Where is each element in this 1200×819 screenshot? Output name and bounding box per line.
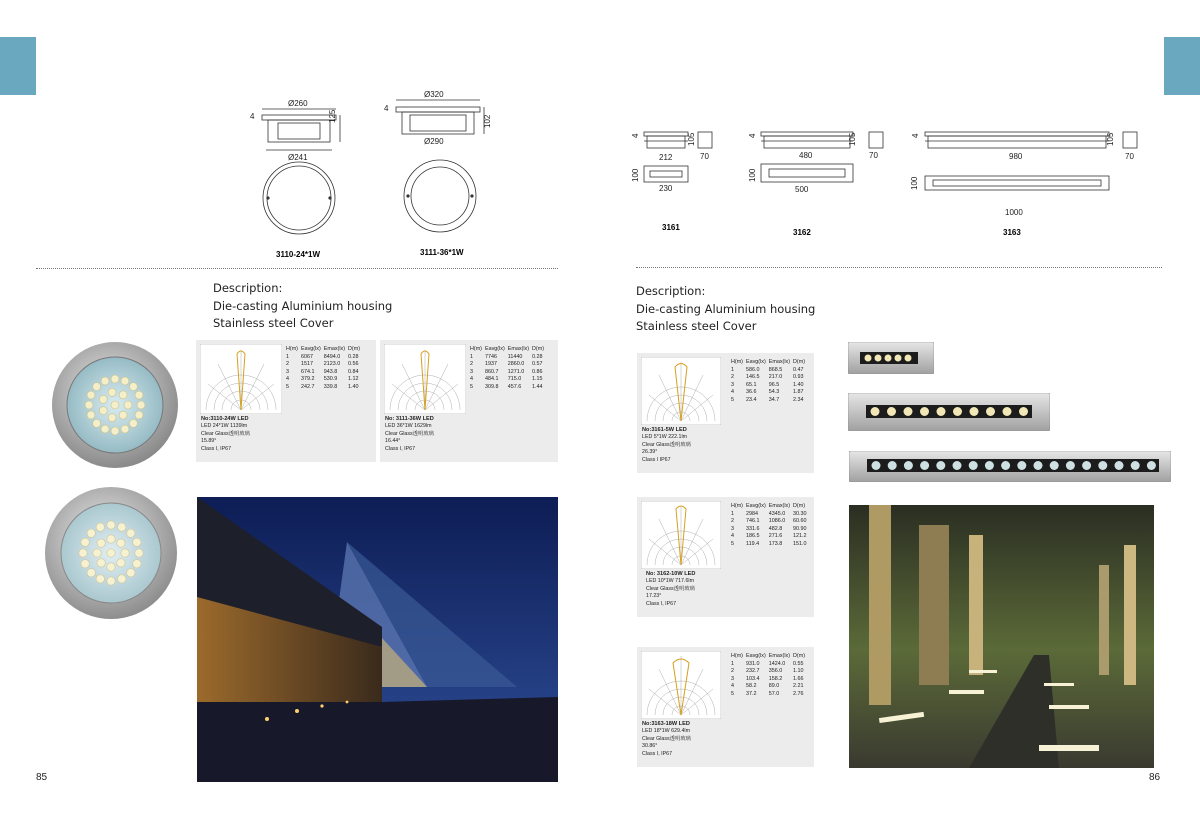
led-dot (937, 407, 946, 416)
dim-lip: 4 (384, 104, 389, 113)
card-text (201, 416, 250, 453)
led-dot (97, 539, 105, 547)
led-dot (1019, 407, 1028, 416)
dim-top-dia: Ø320 (424, 90, 444, 99)
led-dot (1003, 407, 1012, 416)
dim-depth: 105 (848, 132, 857, 146)
led-dot (127, 529, 135, 537)
page-number-right: 86 (1149, 772, 1161, 783)
dim-lip: 4 (250, 112, 255, 121)
photometric-card-3163 (637, 647, 814, 767)
led-dot (986, 407, 995, 416)
led-dot (96, 523, 104, 531)
card-line: 30.86° (642, 743, 658, 750)
model-label: 3163 (1003, 228, 1021, 237)
card-text (642, 721, 691, 758)
led-dot (117, 539, 125, 547)
dim-outer: 500 (795, 185, 809, 194)
led-dot (1017, 461, 1026, 470)
led-dot (118, 523, 126, 531)
table-row: 2 146.5 217.0 0.93 (731, 374, 804, 381)
photometric-table: H(m) Eavg(lx) Emax(lx) D(m) 1 7746 11440 0.28 2 1937 2860.0 0.57 3 860.7 1271.0 0.86 4 484.1 715.0 1.15 5 309.8 457.6 1.44 (470, 346, 547, 392)
photometric-table: H(m) Eavg(lx) Emax(lx) D(m) 1 586.0 868.5 0.47 2 146.5 217.0 0.93 3 65.1 96.5 1.40 4 36.6 54.3 1.87 5 23.4 34.7 2.34 (731, 359, 808, 405)
dim-side: 70 (1125, 152, 1134, 161)
model-label: 3161 (662, 223, 680, 232)
dim-bottom-dia: Ø290 (424, 137, 444, 146)
dim-outer: 230 (659, 184, 673, 193)
photometric-card-3161 (637, 353, 814, 473)
table-row: 3 331.6 482.8 90.90 (731, 525, 807, 532)
card-title: No:3163-18W LED (642, 721, 690, 727)
led-dot (99, 407, 107, 415)
led-dot (107, 577, 115, 585)
table-row: 2 1937 2860.0 0.57 (470, 361, 543, 368)
led-dot (129, 419, 137, 427)
photometric-card-3162 (637, 497, 814, 617)
card-text (385, 416, 434, 453)
led-dot (135, 391, 143, 399)
led-dot (118, 575, 126, 583)
led-dot (133, 538, 141, 546)
model-label: 3162 (793, 228, 811, 237)
dim-width: 100 (631, 168, 640, 182)
photometric-card-3110 (196, 340, 376, 462)
product-photo-3111 (44, 486, 179, 621)
led-dot (108, 414, 116, 422)
led-dot (121, 425, 129, 433)
card-text (642, 427, 691, 464)
led-dot (111, 401, 119, 409)
led-dot (107, 549, 115, 557)
led-dot (969, 461, 978, 470)
led-dot (1115, 461, 1124, 470)
card-line: 26.39° (642, 449, 658, 456)
dim-lip: 4 (631, 133, 640, 138)
dim-depth: 105 (687, 132, 696, 146)
led-dot (93, 549, 101, 557)
card-title: No: 3111-36W LED (385, 416, 434, 422)
led-dot (127, 569, 135, 577)
right-corner-tab (1164, 37, 1200, 95)
product-photo-3162 (848, 393, 1050, 431)
led-dot (93, 383, 101, 391)
table-row: 3 860.7 1271.0 0.86 (470, 368, 543, 375)
table-row: 1 7746 11440 0.28 (470, 353, 543, 360)
product-photo-3161 (848, 342, 934, 374)
led-dot (85, 401, 93, 409)
led-dot (137, 401, 145, 409)
led-dot (887, 407, 896, 416)
led-dot (135, 411, 143, 419)
dim-top-dia: Ø260 (288, 99, 308, 108)
dim-depth: 105 (1106, 132, 1115, 146)
led-dot (904, 407, 913, 416)
table-row: 3 65.1 96.5 1.40 (731, 381, 804, 388)
led-dot (129, 383, 137, 391)
table-row: 1 931.0 1424.0 0.55 (731, 660, 804, 667)
description-block (213, 280, 392, 333)
dim-lip: 4 (748, 133, 757, 138)
description-block (636, 283, 815, 336)
table-row: 5 23.4 34.7 2.34 (731, 396, 804, 403)
table-row: 1 586.0 868.5 0.47 (731, 366, 804, 373)
led-dot (871, 407, 880, 416)
card-line: LED 36*1W 1629lm (385, 423, 432, 429)
table-row: 1 6067 8494.0 0.28 (286, 353, 359, 360)
led-dot (101, 377, 109, 385)
model-label: 3111-36*1W (420, 248, 464, 257)
led-dot (1098, 461, 1107, 470)
led-dot (96, 575, 104, 583)
card-line: LED 10*1W 717.6lm (646, 578, 694, 584)
table-row: 5 37.2 57.0 2.76 (731, 690, 804, 697)
led-dot (888, 461, 897, 470)
card-line: Clear Glass透明玻璃 (646, 585, 695, 592)
card-line: Clear Glass透明玻璃 (385, 430, 434, 437)
led-dot (107, 535, 115, 543)
separator (636, 267, 1162, 268)
led-dot (1066, 461, 1075, 470)
card-line: Clear Glass透明玻璃 (642, 735, 691, 742)
polar-diagram (641, 651, 721, 719)
table-row: 3 674.1 943.8 0.84 (286, 368, 359, 375)
table-row: 4 36.6 54.3 1.87 (731, 389, 804, 396)
led-dot (79, 549, 87, 557)
page-number-left: 85 (36, 772, 48, 783)
led-dot (81, 538, 89, 546)
drawing-3162 (745, 126, 895, 241)
led-dot (872, 461, 881, 470)
photometric-table: H(m) Eavg(lx) Emax(lx) D(m) 1 6067 8494.0 0.28 2 1517 2123.0 0.56 3 674.1 943.8 0.84 4 379.2 530.9 1.12 5 242.7 339.8 1.40 (286, 346, 363, 392)
application-photo-pyramid (197, 497, 558, 782)
card-title: No:3161-5W LED (642, 427, 687, 433)
led-dot (107, 521, 115, 529)
card-line: 16.44° (385, 438, 401, 445)
dim-length: 980 (1009, 152, 1023, 161)
led-dot (119, 411, 127, 419)
led-dot (87, 391, 95, 399)
table-row: 2 1517 2123.0 0.56 (286, 361, 359, 368)
led-dot (111, 375, 119, 383)
led-dot (920, 407, 929, 416)
led-dot (1050, 461, 1059, 470)
led-dot (119, 391, 127, 399)
table-row: 5 119.4 173.8 151.0 (731, 540, 807, 547)
card-line: Class I, IP67 (385, 445, 416, 452)
drawing-3161 (630, 126, 720, 236)
card-line: Class I, IP67 (642, 750, 673, 757)
dim-side: 70 (869, 151, 878, 160)
dim-lip: 4 (911, 133, 920, 138)
led-dot (87, 411, 95, 419)
polar-diagram (200, 344, 282, 414)
card-line: 15.89° (201, 438, 217, 445)
card-text (646, 571, 695, 608)
table-row: 5 309.8 457.6 1.44 (470, 383, 543, 390)
led-dot (1131, 461, 1140, 470)
description-line: Stainless steel Cover (213, 316, 334, 330)
table-row: 3 103.4 158.2 1.66 (731, 675, 804, 682)
description-line: Stainless steel Cover (636, 319, 757, 333)
dim-height: 125 (328, 109, 337, 123)
led-dot (953, 407, 962, 416)
photometric-table: H(m) Eavg(lx) Emax(lx) D(m) 1 2984 4345.0 30.30 2 746.1 1086.0 60.60 3 331.6 482.8 90.90 4 186.5 271.6 121.2 5 119.4 173.8 151.0 (731, 503, 810, 549)
description-heading: Description: (213, 281, 283, 295)
table-row: 4 484.1 715.0 1.15 (470, 376, 543, 383)
drawing-3111 (378, 88, 498, 260)
dim-length: 480 (799, 151, 813, 160)
dim-length: 212 (659, 153, 673, 162)
led-dot (87, 529, 95, 537)
led-dot (108, 388, 116, 396)
led-dot (970, 407, 979, 416)
led-dot (99, 395, 107, 403)
separator (36, 268, 558, 269)
led-dot (1034, 461, 1043, 470)
dim-outer: 1000 (1005, 208, 1023, 217)
description-line: Die-casting Aluminium housing (213, 298, 393, 313)
table-row: 2 746.1 1086.0 60.60 (731, 518, 807, 525)
dim-bottom-dia: Ø241 (288, 153, 308, 162)
dim-side: 70 (700, 152, 709, 161)
card-line: Class I, IP67 (646, 600, 677, 607)
card-line: Class I IP67 (642, 456, 671, 463)
led-dot (953, 461, 962, 470)
photometric-card-3111 (380, 340, 558, 462)
polar-diagram (641, 357, 721, 425)
left-corner-tab (0, 37, 36, 95)
led-dot (1001, 461, 1010, 470)
card-title: No: 3162-10W LED (646, 571, 696, 577)
led-dot (904, 461, 913, 470)
card-title: No:3110-24W LED (201, 416, 249, 422)
dim-height: 102 (483, 114, 492, 128)
card-line: 17.23° (646, 593, 662, 600)
led-dot (101, 425, 109, 433)
application-photo-park (849, 505, 1154, 768)
card-line: LED 24*1W 1139lm (201, 423, 248, 429)
led-dot (93, 419, 101, 427)
photometric-table: H(m) Eavg(lx) Emax(lx) D(m) 1 931.0 1424.0 0.55 2 232.7 356.0 1.10 3 103.4 158.2 1.66 4 58.2 89.0 2.21 5 37.2 57.0 2.76 (731, 653, 808, 699)
led-dot (121, 549, 129, 557)
polar-diagram (384, 344, 466, 414)
drawing-3163 (905, 126, 1150, 241)
card-line: LED 18*1W 629.4lm (642, 728, 690, 734)
card-line: Clear Glass透明玻璃 (201, 430, 250, 437)
product-photo-3110 (50, 340, 180, 470)
table-row: 5 242.7 339.8 1.40 (286, 383, 359, 390)
card-line: Clear Glass透明玻璃 (642, 441, 691, 448)
description-line: Die-casting Aluminium housing (636, 301, 816, 316)
product-photo-3163 (849, 451, 1171, 482)
polar-diagram (641, 501, 721, 569)
led-dot (985, 461, 994, 470)
led-dot (87, 569, 95, 577)
table-row: 1 2984 4345.0 30.30 (731, 510, 807, 517)
table-row: 4 379.2 530.9 1.12 (286, 376, 359, 383)
led-dot (97, 559, 105, 567)
led-dot (1082, 461, 1091, 470)
led-dot (117, 559, 125, 567)
led-dot (133, 560, 141, 568)
led-dot (111, 427, 119, 435)
led-dot (1147, 461, 1156, 470)
led-dot (124, 401, 132, 409)
led-dot (920, 461, 929, 470)
led-dot (121, 377, 129, 385)
table-row: 4 186.5 271.6 121.2 (731, 533, 807, 540)
table-row: 4 58.2 89.0 2.21 (731, 683, 804, 690)
dim-width: 100 (910, 176, 919, 190)
card-line: LED 5*1W 222.1lm (642, 434, 688, 440)
dim-width: 100 (748, 168, 757, 182)
table-row: 2 232.7 356.0 1.10 (731, 668, 804, 675)
led-dot (107, 563, 115, 571)
model-label: 3110-24*1W (276, 250, 321, 259)
card-line: Class I, IP67 (201, 445, 232, 452)
led-dot (81, 560, 89, 568)
led-dot (135, 549, 143, 557)
description-heading: Description: (636, 284, 706, 298)
drawing-3110 (240, 95, 360, 260)
led-dot (936, 461, 945, 470)
